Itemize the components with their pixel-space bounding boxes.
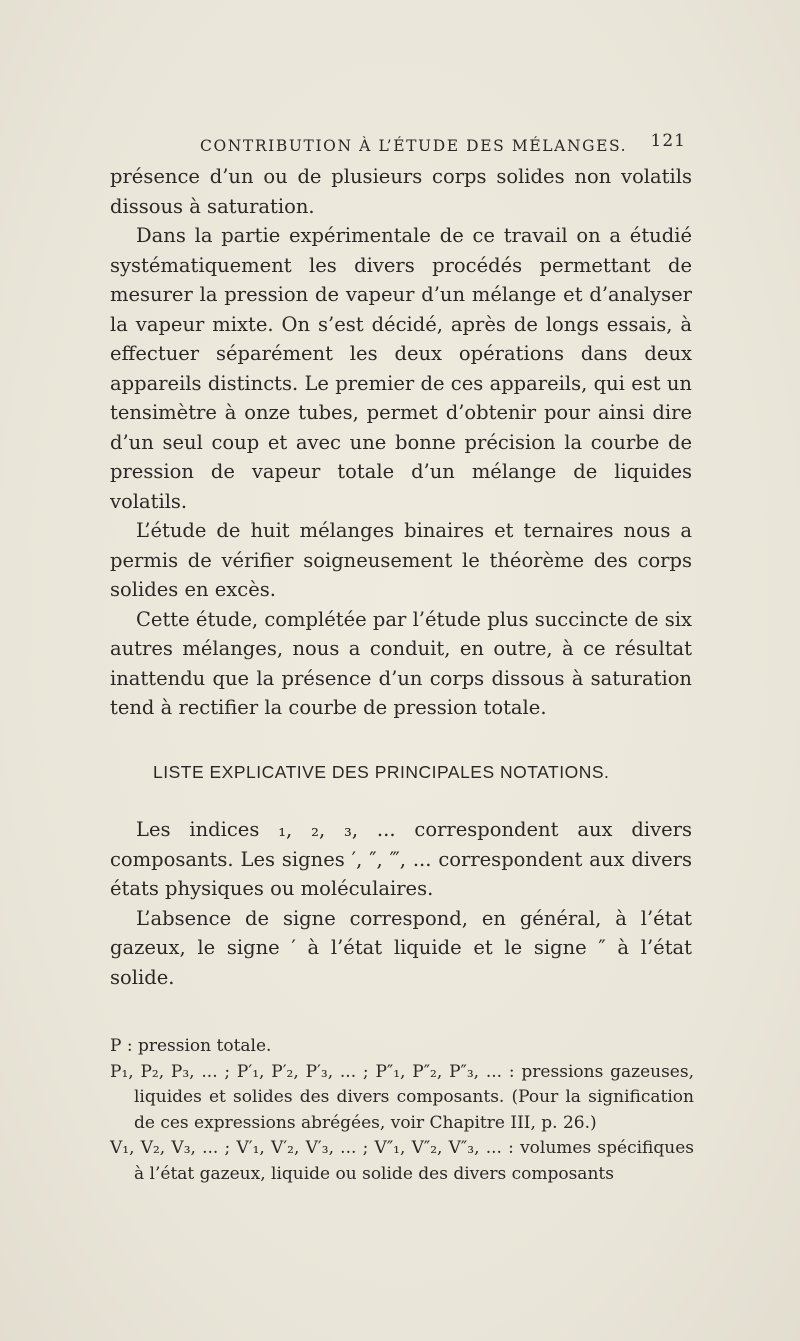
notation-definitions bbox=[110, 1034, 694, 1187]
paragraph: Les indices ₁, ₂, ₃, ... correspondent aux divers composants. Les signes ′, ″, ‴, ... correspondent aux divers états physiques ou moléculaires. bbox=[110, 818, 692, 900]
intro-text bbox=[110, 162, 692, 723]
section-heading: LISTE EXPLICATIVE DES PRINCIPALES NOTATIONS. bbox=[153, 762, 610, 782]
running-header bbox=[200, 131, 686, 155]
paragraph: L’absence de signe correspond, en général, à l’état gazeux, le signe ′ à l’état liquide et le signe ″ à l’état solide. bbox=[110, 906, 692, 989]
definition-pressure-total: P : pression totale. bbox=[110, 1036, 272, 1056]
definition-volumes: V₁, V₂, V₃, ... ; V′₁, V′₂, V′₃, ... ; V″₁, V″₂, V″₃, ... : volumes spécifiques à l’état gazeux, liquide ou solide des divers composants bbox=[110, 1138, 694, 1184]
paragraph: Dans la partie expérimentale de ce travail on a étudié systématiquement les divers procédés permettant de mesurer la pression de vapeur d’un mélange et d’analyser la vapeur mixte. On s’est décidé, après de longs essais, à effectuer séparément les deux opérations dans deux appareils distincts. Le premier de ces appareils, qui est un tensimètre à onze tubes, permet d’obtenir pour ainsi dire d’un seul coup et avec une bonne précision la courbe de pression de vapeur totale d’un mélange de liquides volatils. bbox=[110, 224, 692, 513]
definition-pressures: P₁, P₂, P₃, ... ; P′₁, P′₂, P′₃, ... ; P″₁, P″₂, P″₃, ... : pressions gazeuses, liquides et solides des divers composants. (Pour la signification de ces expressions abrégées, voir Chapitre III, p. 26.) bbox=[110, 1061, 694, 1133]
notations-text bbox=[110, 815, 692, 992]
page-number: 121 bbox=[650, 131, 686, 151]
paragraph: L’étude de huit mélanges binaires et ternaires nous a permis de vérifier soigneusement le théorème des corps solides en excès. bbox=[110, 519, 692, 601]
paragraph: Cette étude, complétée par l’étude plus succincte de six autres mélanges, nous a conduit, en outre, à ce résultat inattendu que la présence d’un corps dissous à saturation tend à rectifier la courbe de pression totale. bbox=[110, 607, 692, 719]
running-title: CONTRIBUTION À L’ÉTUDE DES MÉLANGES. bbox=[200, 137, 628, 155]
paragraph: présence d’un ou de plusieurs corps solides non volatils dissous à saturation. bbox=[110, 165, 692, 218]
